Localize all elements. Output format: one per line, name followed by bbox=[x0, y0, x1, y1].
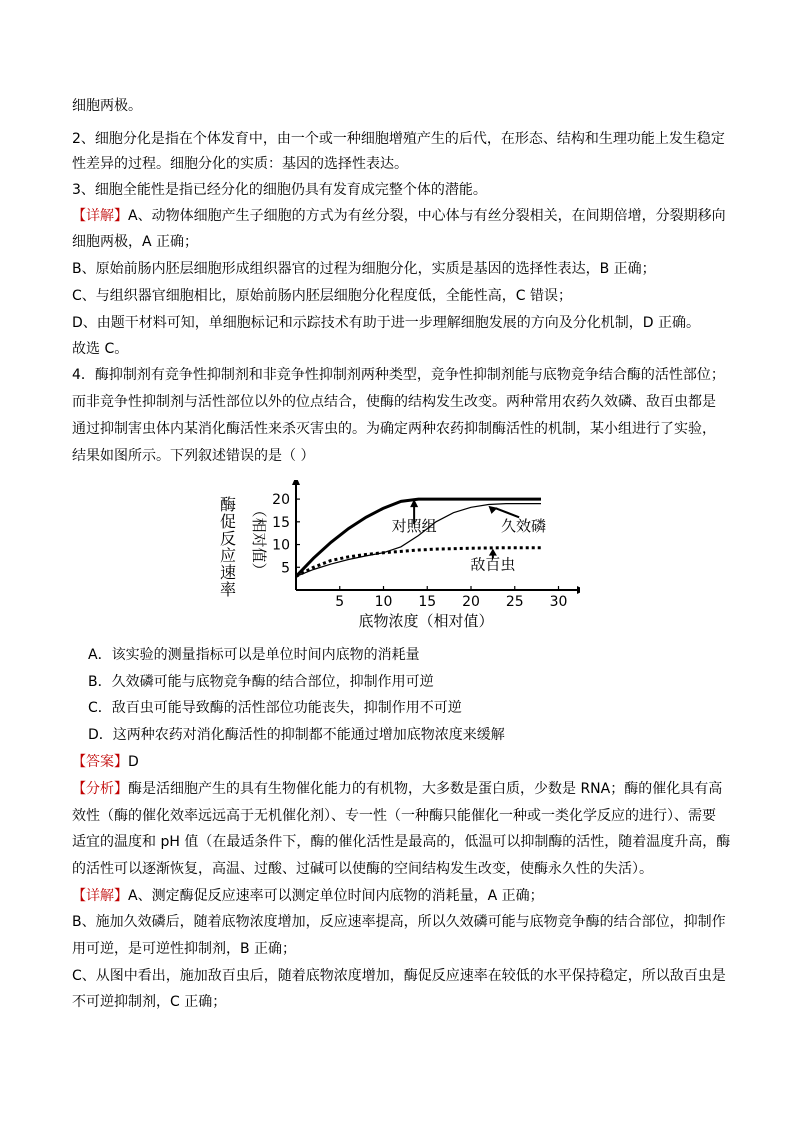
detail-line: B、原始前肠内胚层细胞形成组织器官的过程为细胞分化，实质是基因的选择性表达，B 正确； bbox=[72, 261, 656, 277]
detail-tag: 【详解】 bbox=[72, 208, 128, 224]
detail-line bbox=[72, 206, 726, 226]
answer-value: D bbox=[128, 754, 139, 770]
detail-line: C、与组织器官细胞相比，原始前肠内胚层细胞分化程度低，全能性高，C 错误； bbox=[72, 288, 572, 304]
x-axis-label: 底物浓度（相对值） bbox=[358, 612, 494, 630]
series-arrowhead-icon bbox=[489, 506, 498, 514]
x-tick-label: 20 bbox=[462, 594, 480, 610]
y-axis-label-char: 应 bbox=[219, 546, 237, 565]
analysis-line: 效性（酶的催化效率远远高于无机催化剂）、专一性（一种酶只能催化一种或一类化学反应的进行）、需要 bbox=[72, 808, 716, 824]
series-label: 敌百虫 bbox=[470, 555, 516, 574]
analysis-line: 适宜的温度和 pH 值（在最适条件下，酶的催化活性是最高的，低温可以抑制酶的活性，随着温度升高，酶 bbox=[72, 834, 731, 850]
detail-line bbox=[72, 886, 544, 906]
analysis-line bbox=[72, 779, 722, 799]
question-line: 通过抑制害虫体内某消化酶活性来杀灭害虫的。为确定两种农药抑制酶活性的机制，某小组进行了实验， bbox=[72, 421, 716, 437]
option-d: D．这两种农药对消化酶活性的抑制都不能通过增加底物浓度来缓解 bbox=[88, 727, 505, 743]
y-tick-label: 10 bbox=[272, 537, 290, 554]
enzyme-rate-chart bbox=[214, 480, 580, 630]
analysis-line: 的活性可以逐渐恢复，高温、过酸、过碱可以使酶的空间结构发生改变，使酶永久性的失活）。 bbox=[72, 861, 653, 877]
detail-line: D、由题干材料可知，单细胞标记和示踪技术有助于进一步理解细胞发展的方向及分化机制，D 正确。 bbox=[72, 315, 701, 331]
detail-line: B、施加久效磷后，随着底物浓度增加，反应速率提高，所以久效磷可能与底物竞争酶的结合部位，抑制作 bbox=[72, 914, 726, 930]
x-tick-label: 30 bbox=[549, 594, 568, 610]
option-a: A．该实验的测量指标可以是单位时间内底物的消耗量 bbox=[88, 647, 420, 663]
y-tick-label: 20 bbox=[272, 492, 290, 509]
y-axis-label-char: 反 bbox=[219, 529, 237, 548]
detail-line: 故选 C。 bbox=[72, 341, 129, 357]
x-tick-label: 15 bbox=[418, 594, 437, 610]
option-c: C．敌百虫可能导致酶的活性部位功能丧失，抑制作用不可逆 bbox=[88, 700, 462, 716]
detail-text: A、动物体细胞产生子细胞的方式为有丝分裂，中心体与有丝分裂相关，在间期倍增，分裂期移向 bbox=[128, 208, 726, 224]
detail-line: 不可逆抑制剂，C 正确； bbox=[72, 994, 227, 1010]
y-axis-label-char: 速 bbox=[219, 563, 237, 582]
text-line: 性差异的过程。细胞分化的实质：基因的选择性表达。 bbox=[72, 156, 408, 172]
answer-line bbox=[72, 752, 139, 772]
question-line: 而非竞争性抑制剂与活性部位以外的位点结合，使酶的结构发生改变。两种常用农药久效磷、敌百虫都是 bbox=[72, 394, 716, 410]
question-line: 结果如图所示。下列叙述错误的是（ ） bbox=[72, 448, 315, 464]
analysis-tag: 【分析】 bbox=[72, 781, 128, 797]
answer-tag: 【答案】 bbox=[72, 754, 128, 770]
x-axis-arrow-icon bbox=[577, 586, 580, 594]
y-axis-sublabel: （相对值） bbox=[250, 502, 268, 578]
detail-text: A、测定酶促反应速率可以测定单位时间内底物的消耗量，A 正确； bbox=[128, 888, 544, 904]
y-tick-label: 5 bbox=[281, 560, 290, 577]
text-line: 3、细胞全能性是指已经分化的细胞仍具有发育成完整个体的潜能。 bbox=[72, 182, 487, 198]
text-line: 细胞两极。 bbox=[72, 98, 142, 114]
y-axis-label-char: 酶 bbox=[219, 495, 237, 514]
detail-tag: 【详解】 bbox=[72, 888, 128, 904]
option-b: B．久效磷可能与底物竞争酶的结合部位，抑制作用可逆 bbox=[88, 674, 434, 690]
y-axis-label-char: 促 bbox=[219, 512, 237, 531]
analysis-text: 酶是活细胞产生的具有生物催化能力的有机物，大多数是蛋白质，少数是 RNA；酶的催化具有高 bbox=[128, 781, 723, 797]
series-arrow-icon bbox=[496, 508, 520, 517]
detail-line: 用可逆，是可逆性抑制剂，B 正确； bbox=[72, 941, 297, 957]
question-line: 4．酶抑制剂有竞争性抑制剂和非竞争性抑制剂两种类型，竞争性抑制剂能与底物竞争结合酶的活性部位； bbox=[72, 367, 725, 383]
text-line: 2、细胞分化是指在个体发育中，由一个或一种细胞增殖产生的后代，在形态、结构和生理功能上发生稳定 bbox=[72, 131, 725, 147]
y-tick-label: 15 bbox=[272, 514, 290, 531]
y-axis-label-char: 率 bbox=[219, 580, 237, 599]
x-tick-label: 25 bbox=[505, 594, 524, 610]
x-tick-label: 5 bbox=[335, 594, 345, 610]
series-label: 对照组 bbox=[391, 516, 437, 535]
y-axis-arrow-icon bbox=[292, 480, 300, 485]
series-label: 久效磷 bbox=[500, 516, 547, 535]
detail-line: C、从图中看出，施加敌百虫后，随着底物浓度增加，酶促反应速率在较低的水平保持稳定，所以敌百虫是 bbox=[72, 968, 726, 984]
detail-line: 细胞两极，A 正确； bbox=[72, 234, 199, 250]
x-tick-label: 10 bbox=[374, 594, 393, 610]
